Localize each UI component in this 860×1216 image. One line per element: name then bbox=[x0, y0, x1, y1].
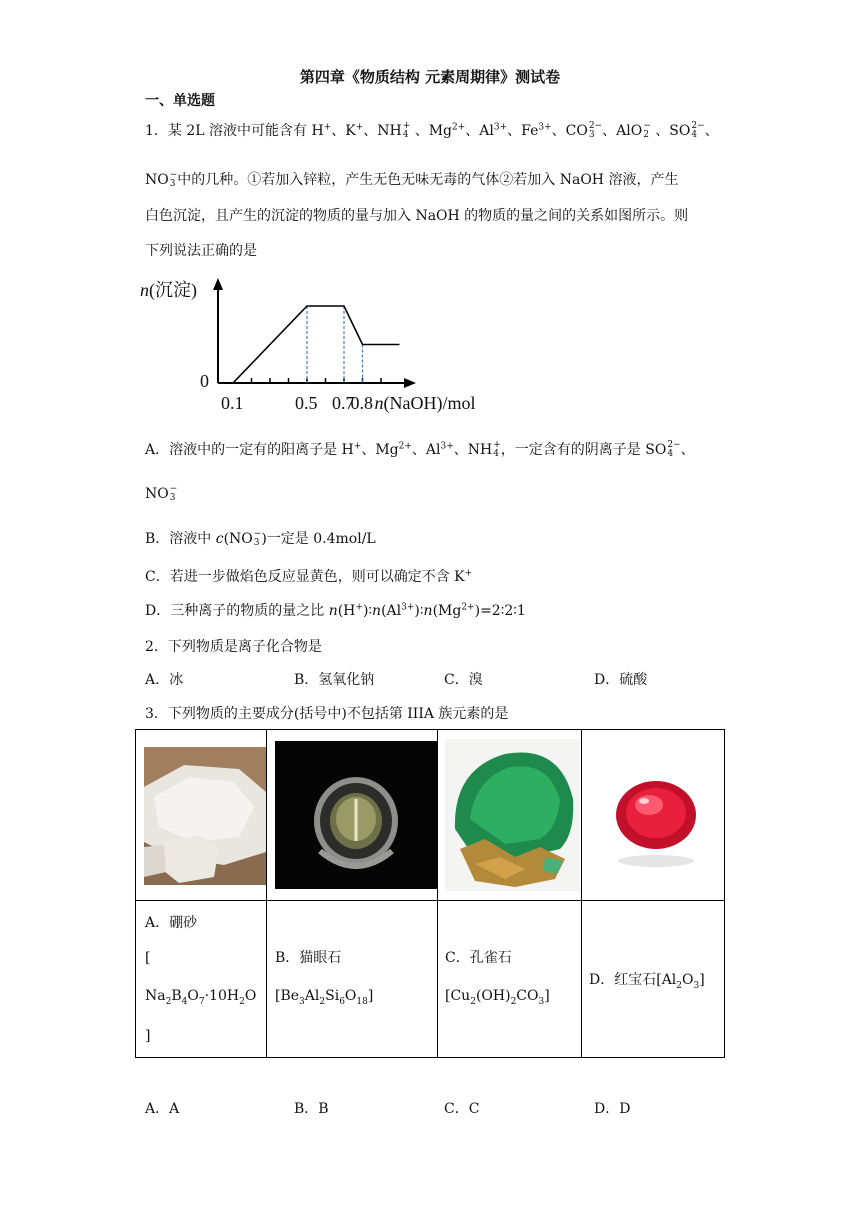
q1-precipitate-chart bbox=[140, 272, 510, 422]
q2-option-b[interactable]: B．氢氧化钠 bbox=[294, 672, 375, 688]
q1-stem-line3: 白色沉淀，且产生的沉淀的物质的量与加入 NaOH 的物质的量之间的关系如图所示。则 bbox=[145, 208, 689, 224]
q3-cell-b-label: B．猫眼石 bbox=[275, 950, 342, 966]
q3-option-d[interactable]: D．D bbox=[594, 1101, 631, 1117]
q3-cell-a-formula: $Na_2B_4O_7\cdot 10H_2O$ bbox=[145, 988, 257, 1007]
x-tick-label-0: 0.1 bbox=[221, 393, 244, 413]
x-axis-label: n(NaOH)/mol bbox=[374, 393, 476, 413]
section-heading: 一、单选题 bbox=[145, 93, 215, 109]
q1-stem-line2: NO − 3 中的几种。①若加入锌粒，产生无色无味无毒的气体②若加入 NaOH 溶液，产生 bbox=[145, 170, 679, 189]
borax-image bbox=[144, 747, 266, 885]
q3-cell-a-bracket-close: ] bbox=[145, 1028, 151, 1044]
origin-label: 0 bbox=[200, 371, 209, 391]
q1-option-c[interactable]: C．若进一步做焰色反应显黄色，则可以确定不含 K+ bbox=[145, 568, 473, 585]
y-axis-arrow bbox=[213, 278, 223, 290]
q1-stem-line1: 1．某 2L 溶液中可能含有 H+、K+、NH + 4 、$Mg^{2+}$、$Al^{3+}$、$Fe^{3+}$、CO 2− 3 、AlO − 2 、SO 2− 4 、 bbox=[145, 121, 719, 140]
q3-cell-a-bracket-open: [ bbox=[145, 950, 151, 966]
q3-cell-d: D．红宝石$[Al_2O_3]$ bbox=[589, 972, 705, 991]
x-tick-label-2: 0.7 bbox=[332, 393, 355, 413]
page-title: 第四章《物质结构 元素周期律》测试卷 bbox=[299, 68, 561, 86]
q1-option-b[interactable]: B．溶液中 c(NO − 3 )一定是 0.4mol/L bbox=[145, 529, 376, 548]
q3-option-c[interactable]: C．C bbox=[444, 1101, 480, 1117]
q1-option-a-cont: NO − 3 bbox=[145, 484, 178, 503]
q3-stem: 3．下列物质的主要成分(括号中)不包括第 IIIA 族元素的是 bbox=[145, 706, 509, 722]
cats-eye-ring-image bbox=[275, 741, 437, 889]
q3-option-a[interactable]: A．A bbox=[145, 1101, 180, 1117]
q1-stem-line4: 下列说法正确的是 bbox=[145, 243, 257, 259]
x-tick-label-3: 0.8 bbox=[350, 393, 373, 413]
q2-stem: 2．下列物质是离子化合物是 bbox=[145, 639, 322, 655]
q1-option-d[interactable]: D．三种离子的物质的量之比 $n(H^+)∶n(Al^{3+})∶n(Mg^{2+})=2∶2∶1$ bbox=[145, 602, 526, 619]
y-axis-label: n(沉淀) bbox=[140, 280, 197, 300]
q2-option-a[interactable]: A．冰 bbox=[145, 672, 184, 688]
q3-option-b[interactable]: B．B bbox=[294, 1101, 329, 1117]
q3-cell-b-formula: $[Be_3Al_2Si_6O_{18}]$ bbox=[275, 988, 374, 1007]
q3-cell-c-label: C．孔雀石 bbox=[445, 950, 512, 966]
x-tick-label-1: 0.5 bbox=[295, 393, 318, 413]
q2-option-c[interactable]: C．溴 bbox=[444, 672, 483, 688]
q2-option-d[interactable]: D．硫酸 bbox=[594, 672, 648, 688]
precipitate-line bbox=[233, 306, 400, 383]
malachite-image bbox=[445, 739, 580, 891]
q3-mineral-table bbox=[135, 729, 725, 1058]
q1-option-a[interactable]: A．溶液中的一定有的阳离子是 H+、$Mg^{2+}$、$Al^{3+}$、NH + 4 ，一定含有的阴离子是 SO 2− 4 、 bbox=[145, 440, 695, 459]
ruby-image bbox=[589, 743, 719, 893]
x-axis-arrow bbox=[404, 378, 416, 388]
q3-cell-a-label: A．硼砂 bbox=[145, 915, 198, 931]
q3-cell-c-formula: $[Cu_2(OH)_2CO_3]$ bbox=[445, 988, 550, 1007]
